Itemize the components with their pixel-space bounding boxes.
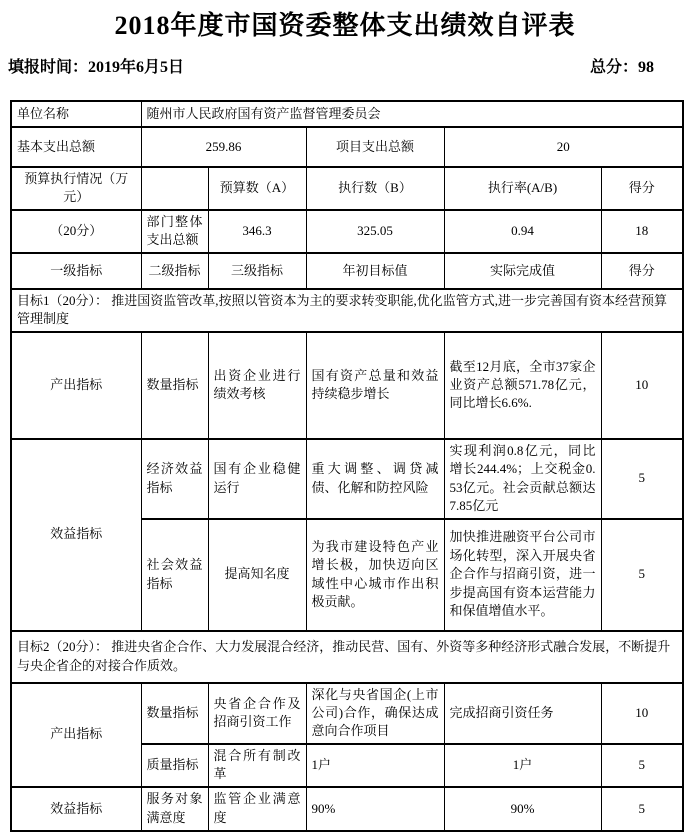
cell-level3: 央省企合作及招商引资工作 [208, 683, 306, 744]
goal2-output-row [11, 683, 683, 744]
cell-level1: 效益指标 [11, 787, 141, 831]
goal2-title-row [11, 631, 683, 683]
rate-value: 0.94 [444, 210, 601, 253]
cell-score: 5 [601, 439, 683, 519]
dept-total-label: 部门整体支出总额 [141, 210, 208, 253]
budget-exec-label: 预算执行情况（万元） [11, 167, 141, 210]
col-header-execution: 执行数（B） [306, 167, 444, 210]
cell-level1: 产出指标 [11, 332, 141, 439]
cell-score: 5 [601, 787, 683, 831]
cell-score: 10 [601, 332, 683, 439]
goal1-output-row [11, 332, 683, 439]
col-header-actual: 实际完成值 [444, 253, 601, 289]
page-title: 2018年度市国资委整体支出绩效自评表 [114, 11, 576, 40]
cell-actual: 1户 [444, 744, 601, 787]
project-expense-value: 20 [444, 127, 683, 167]
cell-level3: 出资企业进行绩效考核 [208, 332, 306, 439]
cell-level3: 提高知名度 [208, 519, 306, 631]
goal1-economic-benefit-row [11, 439, 683, 519]
col-header-level1: 一级指标 [11, 253, 141, 289]
col-header-target: 年初目标值 [306, 253, 444, 289]
expense-totals-row [11, 127, 683, 167]
goal2-benefit-row [11, 787, 683, 831]
unit-name-label: 单位名称 [11, 101, 141, 127]
unit-name-row [11, 101, 683, 127]
cell-score: 10 [601, 683, 683, 744]
col-header-score: 得分 [601, 167, 683, 210]
execution-value: 325.05 [306, 210, 444, 253]
cell-level2: 数量指标 [141, 332, 208, 439]
total-score: 总分：98 [589, 59, 654, 76]
cell-target: 1户 [306, 744, 444, 787]
unit-name-value: 随州市人民政府国有资产监督管理委员会 [141, 101, 683, 127]
budget-value: 346.3 [208, 210, 306, 253]
indicator-header-row [11, 253, 683, 289]
cell-level2: 社会效益指标 [141, 519, 208, 631]
cell-level2: 服务对象满意度 [141, 787, 208, 831]
cell-actual: 完成招商引资任务 [444, 683, 601, 744]
cell-level3: 混合所有制改革 [208, 744, 306, 787]
dept-total-row [11, 210, 683, 253]
cell-target: 深化与央省国企(上市公司)合作，确保达成意向合作项目 [306, 683, 444, 744]
cell-target: 90% [306, 787, 444, 831]
cell-level3: 监管企业满意度 [208, 787, 306, 831]
cell-actual: 截至12月底，全市37家企业资产总额571.78亿元，同比增长6.6%. [444, 332, 601, 439]
basic-expense-label: 基本支出总额 [11, 127, 141, 167]
weight-label: （20分） [11, 210, 141, 253]
goal2-title: 目标2（20分）： 推进央省企合作、大力发展混合经济，推动民营、国有、外资等多种经济形式融合发展，不断提升与央企省企的对接合作质效。 [11, 631, 683, 683]
cell-level1: 效益指标 [11, 439, 141, 631]
col-header-level3: 三级指标 [208, 253, 306, 289]
cell-level2: 质量指标 [141, 744, 208, 787]
goal1-title: 目标1（20分）： 推进国资监管改革,按照以管资本为主的要求转变职能,优化监管方式,进一步完善国有资本经营预算管理制度 [11, 289, 683, 332]
cell-level2: 经济效益指标 [141, 439, 208, 519]
self-evaluation-table [10, 100, 684, 832]
col-header-score2: 得分 [601, 253, 683, 289]
cell-score: 5 [601, 744, 683, 787]
cell-level2: 数量指标 [141, 683, 208, 744]
budget-exec-header-row [11, 167, 683, 210]
meta-row [8, 54, 682, 77]
cell-target: 为我市建设特色产业增长极，加快迈向区域性中心城市作出积极贡献。 [306, 519, 444, 631]
cell-actual: 90% [444, 787, 601, 831]
col-header-budget: 预算数（A） [208, 167, 306, 210]
cell-score: 5 [601, 519, 683, 631]
project-expense-label: 项目支出总额 [306, 127, 444, 167]
cell-target: 国有资产总量和效益持续稳步增长 [306, 332, 444, 439]
col-header-level2: 二级指标 [141, 253, 208, 289]
report-date: 填报时间：2019年6月5日 [8, 59, 185, 76]
goal1-title-row [11, 289, 683, 332]
col-header-rate: 执行率(A/B) [444, 167, 601, 210]
cell-actual: 实现利润0.8亿元，同比增长244.4%；上交税金0.53亿元。社会贡献总额达7.85亿元 [444, 439, 601, 519]
cell-level3: 国有企业稳健运行 [208, 439, 306, 519]
basic-expense-value: 259.86 [141, 127, 306, 167]
cell-level1: 产出指标 [11, 683, 141, 787]
empty-cell [141, 167, 208, 210]
cell-target: 重大调整、调贷减债、化解和防控风险 [306, 439, 444, 519]
budget-score-value: 18 [601, 210, 683, 253]
cell-actual: 加快推进融资平台公司市场化转型，深入开展央省企合作与招商引资，进一步提高国有资本运营能力和保值增值水平。 [444, 519, 601, 631]
